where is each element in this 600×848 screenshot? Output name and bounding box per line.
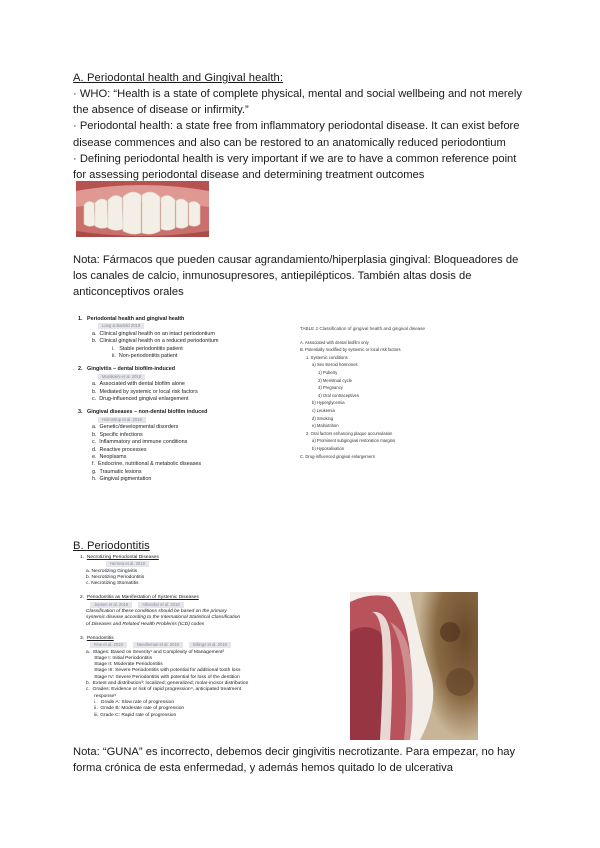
- perio-item-2: 2. Periodontitis as Manifestation of Systemic Diseases: [80, 595, 199, 601]
- class-sub: b. Clinical gingival health on a reduced periodontium: [92, 338, 219, 345]
- citation-tag: Holmstrup et al. 2018: [98, 417, 146, 423]
- citation-tag: Jepsen et al. 2018: [90, 602, 132, 608]
- perio-line: a. Necrotizing Gingivitis: [86, 568, 138, 574]
- section-a-bullets: [73, 86, 528, 183]
- bullet-defining-health: · Defining periodontal health is very important if we are to have a common reference point for assessing periodontal disease and determining treatment outcomes: [73, 152, 517, 182]
- table-2: [300, 325, 460, 460]
- perio-line: Classification of these conditions should be based on the primary: [86, 609, 227, 615]
- perio-line: systemic disease according to the International Statistical Classification: [86, 615, 241, 621]
- gingival-health-photo: [76, 181, 209, 237]
- table-2-row: a) Sex steroid hormones: [312, 362, 358, 368]
- table-2-row: A. Associated with dental biofilm only: [300, 339, 369, 345]
- class-sub: g. Traumatic lesions: [92, 468, 142, 475]
- class-sub: ii. Non-periodontitis patient: [112, 353, 178, 360]
- table-2-row: b) Hyposalivation: [312, 445, 345, 451]
- periodontitis-histology-image: [350, 592, 478, 740]
- citation-tag: Herrera et al. 2018: [106, 561, 149, 567]
- table-2-row: 1) Puberty: [318, 369, 338, 375]
- table-2-row: b) Hyperglycemia: [312, 400, 345, 406]
- table-2-row: c) Leukemia: [312, 407, 335, 413]
- table-2-rows: [300, 339, 460, 461]
- classification-list: [78, 316, 288, 484]
- citation-tag: Albandar et al. 2018: [138, 602, 183, 608]
- section-a-title: A. Periodontal health and Gingival health:: [73, 72, 284, 84]
- class-item-3: 3. Gingival diseases – non-dental biofilm induced: [78, 409, 208, 416]
- class-sub: b. Mediated by systemic or local risk factors: [92, 388, 198, 395]
- perio-line: iii. Grade C: Rapid rate of progression: [86, 712, 177, 718]
- class-item-1: 1. Periodontal health and gingival health: [78, 316, 185, 322]
- class-item-2: 2. Gingivitis – dental biofilm-induced: [78, 366, 176, 373]
- perio-line: Stage IV: Severe Periodontitis with potential for loss of the dentition: [86, 674, 240, 680]
- section-b-title: B. Periodontitis: [73, 540, 150, 552]
- perio-item-3-lines: [80, 650, 315, 719]
- periodontitis-list: [80, 555, 315, 719]
- table-2-row: 2) Menstrual cycle: [318, 377, 352, 383]
- citation-tag: Murakami et al. 2018: [98, 374, 145, 380]
- note-drugs: Nota: Fármacos que pueden causar agrandamiento/hiperplasia gingival: Bloqueadores de los canales de calcio, inmunosupresores, antiepilépticos. También altas dosis de anticonceptivos orales: [73, 254, 519, 299]
- table-2-row: a) Prominent subgingival restoration margins: [312, 438, 396, 444]
- perio-line: of Diseases and Related Health Problems (ICD) codes: [86, 621, 205, 627]
- table-2-row: C. Drug-influenced gingival enlargement: [300, 453, 375, 459]
- table-2-row: B. Potentially modified by systemic or local risk factors: [300, 347, 401, 353]
- perio-line: a. Stages: Based on Severity¹ and Complexity of Management²: [86, 649, 225, 655]
- perio-line: c. Necrotizing Stomatitis: [86, 581, 139, 587]
- class-sub: a. Associated with dental biofilm alone: [92, 381, 185, 388]
- table-2-row: 2. Oral factors enhancing plaque accumulation: [306, 430, 393, 436]
- note-guna: Nota: “GUNA” es incorrecto, debemos decir gingivitis necrotizante. Para empezar, no hay forma crónica de esta enfermedad, y además hemos quitado lo de ulcerativa: [73, 746, 516, 775]
- table-2-row: 4) Oral contraceptives: [318, 392, 359, 398]
- perio-line: Stage III: Severe Periodontitis with potential for additional tooth loss: [86, 668, 241, 674]
- class-sub: c. Inflammatory and immune conditions: [92, 439, 188, 446]
- class-sub: i. Stable periodontitis patient: [112, 345, 183, 352]
- class-sub: a. Clinical gingival health on an intact periodontium: [92, 330, 215, 337]
- smile-illustration: [76, 181, 209, 237]
- citation-tag: Fine et al. 2018: [90, 642, 127, 648]
- perio-line: b. Necrotizing Periodontitis: [86, 574, 145, 580]
- citation-tag: Needleman et al. 2018: [133, 642, 183, 648]
- perio-line: ii. Grade B: Moderate rate of progression: [86, 706, 185, 712]
- class-sub: b. Specific infections: [92, 431, 143, 438]
- class-sub: h. Gingival pigmentation: [92, 476, 152, 483]
- class-sub: a. Genetic/developmental disorders: [92, 424, 179, 431]
- bullet-who: · WHO: “Health is a state of complete physical, mental and social wellbeing and not merely the absence of disease or infirmity.”: [73, 88, 522, 117]
- perio-line: Stage II: Moderate Periodontitis: [86, 662, 163, 668]
- table-2-row: 3) Pregnancy: [318, 385, 343, 391]
- perio-line: response⁵: [86, 693, 117, 699]
- class-sub: e. Neoplasms: [92, 453, 127, 460]
- table-2-row: 1. Systemic conditions: [306, 354, 348, 360]
- perio-line: Stage I: Initial Periodontitis: [86, 655, 153, 661]
- table-2-caption: TABLE 2 Classification of gingival health and gingival disease: [300, 326, 426, 331]
- perio-line: i. Grade A: Slow rate of progression: [86, 699, 175, 705]
- class-sub: d. Reactive processes: [92, 446, 147, 453]
- histology-illustration: [350, 592, 478, 740]
- perio-item-3: 3. Periodontitis: [80, 635, 114, 641]
- perio-line: c. Grades: Evidence or risk of rapid progression⁴, anticipated treatment: [86, 687, 242, 693]
- citation-tag: Lang & Bartold 2018: [98, 323, 144, 329]
- bullet-periodontal-health: · Periodontal health: a state free from inflammatory periodontal disease. It can exist before disease commences and also can be restored to an anatomically reduced periodontium: [73, 120, 520, 149]
- class-sub: c. Drug-influenced gingival enlargement: [92, 396, 189, 403]
- citation-tag: Billings et al. 2018: [189, 642, 231, 648]
- class-sub: f. Endocrine, nutritional & metabolic diseases: [92, 461, 202, 468]
- perio-item-1: 1. Necrotizing Periodontal Diseases: [80, 555, 159, 560]
- perio-line: b. Extent and distribution³: localized; generalized; molar-incisor distribution: [86, 681, 249, 687]
- table-2-row: e) Malnutrition: [312, 423, 339, 429]
- table-2-row: d) Smoking: [312, 415, 334, 421]
